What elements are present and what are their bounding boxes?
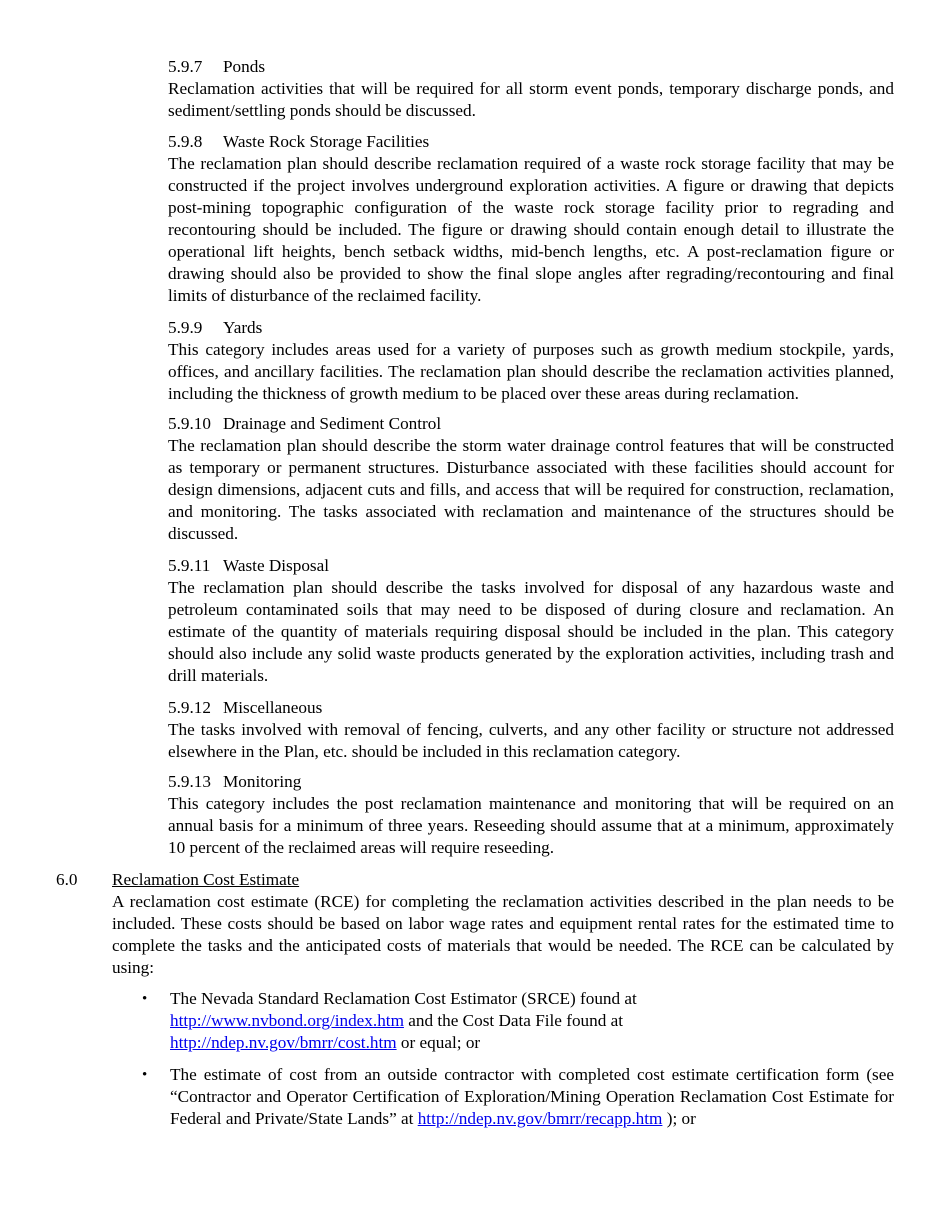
bullet-text xyxy=(170,1064,894,1130)
subsection-yards xyxy=(168,317,894,405)
bullet-text xyxy=(170,988,894,1054)
subsection-title: Monitoring xyxy=(223,772,302,791)
subsection-heading xyxy=(168,555,894,577)
section-number: 6.0 xyxy=(56,870,78,889)
subsection-number: 5.9.9 xyxy=(168,318,203,337)
ndep-cost-link[interactable]: http://ndep.nv.gov/bmrr/cost.htm xyxy=(170,1033,397,1052)
subsection-title: Drainage and Sediment Control xyxy=(223,414,442,433)
subsection-monitoring xyxy=(168,771,894,859)
subsection-title: Miscellaneous xyxy=(223,698,323,717)
subsection-waste-rock-storage xyxy=(168,131,894,307)
bullet-text-part: The Nevada Standard Reclamation Cost Estimator (SRCE) found at xyxy=(170,989,637,1008)
bullet-icon: • xyxy=(142,991,148,1007)
subsection-heading xyxy=(168,771,894,793)
subsection-heading xyxy=(168,697,894,719)
subsection-number: 5.9.7 xyxy=(168,57,203,76)
subsection-body: The tasks involved with removal of fencing, culverts, and any other facility or structure not addressed elsewhere in the Plan, etc. should be included in this reclamation category. xyxy=(168,720,894,761)
bullet-item-contractor xyxy=(140,1064,894,1130)
subsection-number: 5.9.8 xyxy=(168,132,203,151)
bullet-text-part: The estimate of cost from an outside contractor with completed cost estimate certification form (see “Contractor and Operator Certification of Exploration/Mining Operation Reclamation Cost Estimate for Federal and Private/State Lands” at xyxy=(170,1065,894,1128)
subsection-number: 5.9.13 xyxy=(168,772,211,791)
subsection-heading xyxy=(168,56,894,78)
subsection-drainage-sediment-control xyxy=(168,413,894,545)
subsection-heading xyxy=(168,413,894,435)
subsection-title: Ponds xyxy=(223,57,266,76)
subsection-body: Reclamation activities that will be required for all storm event ponds, temporary discharge ponds, and sediment/settling ponds should be discussed. xyxy=(168,79,894,120)
bullet-item-srce xyxy=(140,988,894,1054)
subsection-heading xyxy=(168,317,894,339)
subsection-miscellaneous xyxy=(168,697,894,763)
section-title: Reclamation Cost Estimate xyxy=(112,870,300,889)
bullet-text-part: and the Cost Data File found at xyxy=(403,1011,624,1030)
subsection-body: This category includes areas used for a variety of purposes such as growth medium stockpile, yards, offices, and ancillary facilities. The reclamation plan should describe the reclamation activities planned, including the thickness of growth medium to be placed over these areas during reclamation. xyxy=(168,340,894,403)
subsection-number: 5.9.12 xyxy=(168,698,211,717)
subsection-number: 5.9.10 xyxy=(168,414,211,433)
subsection-heading xyxy=(168,131,894,153)
bullet-list xyxy=(140,988,894,1140)
section-heading xyxy=(56,869,299,891)
subsection-ponds xyxy=(168,56,894,122)
bullet-text-part: ); or xyxy=(662,1109,696,1128)
nvbond-link[interactable]: http://www.nvbond.org/index.htm xyxy=(170,1011,404,1030)
subsection-title: Yards xyxy=(223,318,263,337)
subsection-body: This category includes the post reclamation maintenance and monitoring that will be required on an annual basis for a minimum of three years. Reseeding should assume that at a minimum, approximately 10 percent of the reclaimed areas will require reseeding. xyxy=(168,794,894,857)
section-body: A reclamation cost estimate (RCE) for completing the reclamation activities described in the plan needs to be included. These costs should be based on labor wage rates and equipment rental rates for the estimated time to complete the tasks and the anticipated costs of materials that would be needed. The RCE can be calculated by using: xyxy=(112,892,894,977)
bullet-icon: • xyxy=(142,1067,148,1083)
subsection-body: The reclamation plan should describe the storm water drainage control features that will be constructed as temporary or permanent structures. Disturbance associated with these facilities should account for design dimensions, adjacent cuts and fills, and access that will be required for construction, reclamation, and monitoring. The tasks associated with reclamation and maintenance of the structures should be discussed. xyxy=(168,436,894,543)
subsection-title: Waste Disposal xyxy=(223,556,330,575)
subsection-body: The reclamation plan should describe the tasks involved for disposal of any hazardous waste and petroleum contaminated soils that may need to be disposed of during closure and reclamation. An estimate of the quantity of materials requiring disposal should be included in the plan. This category should also include any solid waste products generated by the exploration activities, including trash and drill materials. xyxy=(168,578,894,685)
bullet-text-part: or equal; or xyxy=(396,1033,481,1052)
subsection-waste-disposal xyxy=(168,555,894,687)
subsection-title: Waste Rock Storage Facilities xyxy=(223,132,430,151)
subsection-number: 5.9.11 xyxy=(168,556,211,575)
subsection-body: The reclamation plan should describe reclamation required of a waste rock storage facility that may be constructed if the project involves underground exploration activities. A figure or drawing that depicts post-mining topographic configuration of the waste rock storage facility prior to regrading and recontouring should be included. The figure or drawing should contain enough detail to illustrate the operational lift heights, bench setback widths, mid-bench lengths, etc. A post-reclamation figure or drawing should also be provided to show the final slope angles after regrading/recontouring and final limits of disturbance of the reclaimed facility. xyxy=(168,154,894,305)
ndep-recapp-link[interactable]: http://ndep.nv.gov/bmrr/recapp.htm xyxy=(417,1109,663,1128)
